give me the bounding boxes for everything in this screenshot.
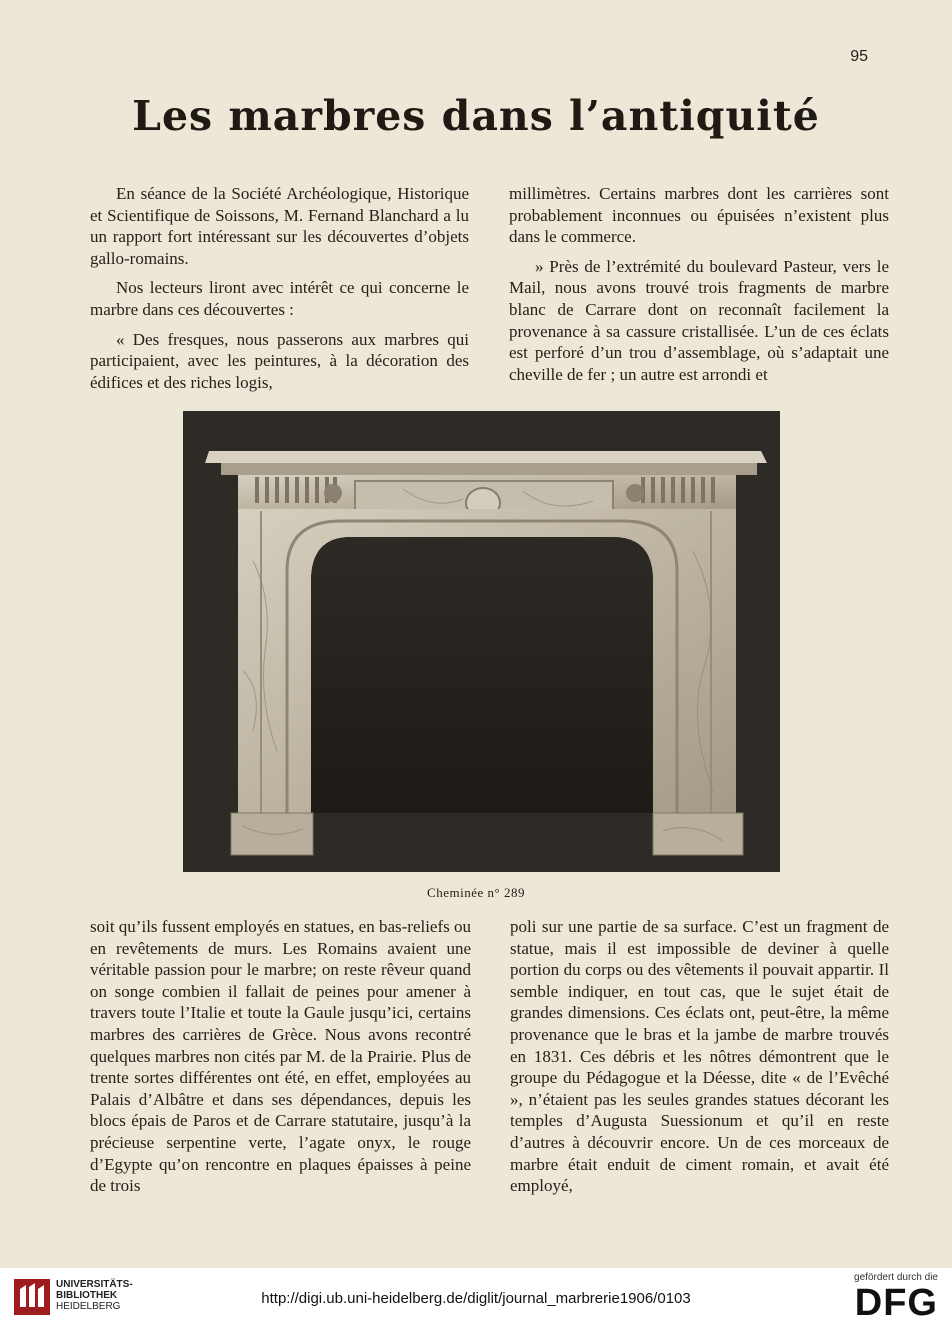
paragraph: » Près de l’extrémité du boulevard Pasteur, vers le Mail, nous avons trouvé trois fragments de marbre blanc de Carrare dont on reconnaît facilement la provenance à sa cassure cristallisée. L’un de ces éclats est perforé d’un trou d’assemblage, où s’adaptait une cheville de fer ; un autre est arrondi et — [509, 256, 889, 384]
paragraph: En séance de la Société Archéologique, Historique et Scientifique de Soissons, M. Fernand Blanchard a lu un rapport fort intéressant sur les découvertes d’objets gallo-romains. — [90, 184, 469, 268]
fireplace-photo — [183, 411, 780, 872]
figure-caption: Cheminée n° 289 — [427, 885, 525, 900]
paragraph: soit qu’ils fussent employés en statues, en bas-reliefs ou en revêtements de murs. Les Romains avaient une véritable passion pour le marbre; on reste rêveur quand on songe combien il fallait de peines pour amener à travers toute l’Italie et toute la Gaule jusqu’ici, certains marbres des carrières de Grèce. Nous avons recontré quelques marbres non cités par M. de la Prairie. Plus de trente sortes différentes ont été, en effet, employées au Palais d’Albâtre et dans ses dépendances, depuis les blocs épais de Paros et de Carrare statutaire, jusqu’à la précieuse serpentine verte, l’agate onyx, le rouge d’Egypte qu’on rencontre en plaques épaisses à peine de trois — [90, 917, 472, 1196]
funded-by-label: gefördert durch die — [854, 1272, 938, 1283]
text-column-1 — [90, 183, 469, 393]
paragraph: poli sur une partie de sa surface. C’est un fragment de statue, mais il est impossible de deviner à quelle portion du corps ou des vêtements il pouvait appartir. Il semble indiquer, en tout cas, que le sujet était de grandes dimensions. Ces éclats ont, peut-être, la même provenance que le bras et la jambe de marbre trouvés en 1831. Ces débris et les nôtres démontrent que le groupe du Pédagogue et la Déesse, dite « de l’Evêché », n’étaient pas les seules grandes statues décorant les temples d’Augusta Suessionum et qu’il en reste d’autres à découvrir encore. Un de ces morceaux de marbre était enduit de ciment romain, et avait été employé, — [510, 917, 889, 1196]
library-name-line: HEIDELBERG — [56, 1301, 121, 1312]
paragraph: « Des fresques, nous passerons aux marbres qui participaient, avec les peintures, à la décoration des édifices et des riches logis, — [90, 329, 469, 392]
paragraph: Nos lecteurs liront avec intérêt ce qui concerne le marbre dans ces découvertes : — [90, 278, 469, 319]
permalink[interactable]: http://digi.ub.uni-heidelberg.de/diglit/journal_marbrerie1906/0103 — [261, 1290, 691, 1307]
library-name-line: UNIVERSITÄTS- — [56, 1279, 133, 1290]
page-number: 95 — [850, 48, 868, 65]
article-title: Les marbres dans l’antiquité — [132, 92, 820, 140]
dfg-logo: DFG — [854, 1282, 938, 1324]
text-column-2 — [509, 183, 889, 385]
fireplace-illustration — [183, 411, 780, 872]
text-column-4 — [510, 916, 889, 1197]
text-column-3 — [90, 916, 471, 1197]
library-name-line: BIBLIOTHEK — [56, 1290, 118, 1301]
paragraph: millimètres. Certains marbres dont les carrières sont probablement inconnues ou épuisées n’existent plus dans le commerce. — [509, 184, 889, 247]
